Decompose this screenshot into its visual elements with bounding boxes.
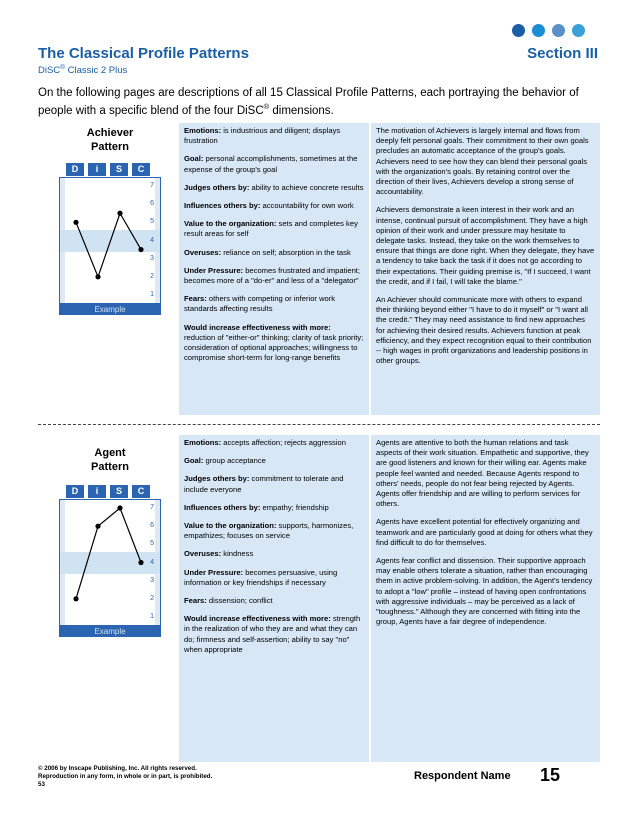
dot-1 [512, 24, 525, 37]
pattern-word: Pattern [91, 141, 129, 153]
intro-text-b: dimensions. [269, 104, 334, 117]
judges-label: Judges others by: [184, 474, 250, 484]
value-item [184, 219, 364, 239]
value-label: Value to the organization: [184, 219, 277, 229]
emotions-text: is industrious and diligent; displays frustration [184, 126, 341, 146]
graph-line-chart [60, 500, 160, 625]
fears-label: Fears: [184, 294, 207, 304]
goal-label: Goal: [184, 456, 204, 466]
emotions-label: Emotions: [184, 438, 222, 447]
graph-plot-area [59, 499, 161, 626]
overuses-text: reliance on self; absorption in the task [221, 247, 351, 257]
document-code: 53 [38, 781, 45, 788]
emotions-item [184, 438, 364, 448]
goal-text: group acceptance [203, 456, 266, 466]
graph-tick-label: 5 [150, 218, 154, 226]
page-number: 15 [540, 765, 561, 785]
copyright-text: © 2006 by Inscape Publishing, Inc. All rights reserved. [38, 765, 197, 772]
graph-label-d: D [66, 485, 84, 498]
effectiveness-item [184, 323, 364, 364]
graph-tick-label: 4 [150, 236, 154, 244]
graph-label-d: D [66, 163, 84, 176]
description-paragraph: The motivation of Achievers is largely internal and flows from deeply felt personal goals. Their commitment to their own goals precludes an automatic acceptance of the group's goals. Achievers need to see how they can blend their personal goals with the organization's goals. By retaining control over the direction of their lives, Achievers develop a strong sense of accountability. [376, 126, 589, 197]
graph-tick-label: 2 [150, 272, 154, 280]
influences-item [184, 201, 364, 211]
graph-profile-line [76, 508, 141, 599]
achiever-description-column [371, 123, 600, 415]
graph-tick-label: 7 [150, 504, 154, 511]
goal-text: personal accomplishments, sometimes at the expense of the group's goal [184, 154, 358, 174]
value-text: supports, harmonizes, empathizes; focuses on service [184, 521, 354, 541]
graph-label-i: i [88, 163, 106, 176]
graph-footer-example: Example [59, 304, 161, 315]
description-paragraph: Agents have excellent potential for effectively organizing and teamwork and are particularly good at doing for others what they find difficult to do for themselves. [376, 517, 593, 547]
description-paragraph: An Achiever should communicate more with others to expand their thinking beyond either "I have to do it myself" or "I want all the credit." They may need assistance to find new approaches for achieving their desired results. Achievers function at peak efficiency, and they expect recognition equal to their contribution -- high wages in profit organizations and leadership positions in other groups. [376, 295, 592, 366]
subtitle-prefix: DiSC [38, 65, 61, 77]
influences-label: Influences others by: [184, 502, 261, 512]
pressure-text: becomes frustrated and impatient; becomes more of a "do-er" and less of a "delegator" [184, 265, 361, 286]
respondent-name: Respondent Name [414, 770, 511, 782]
graph-tick-label: 6 [150, 200, 154, 208]
subtitle-suffix: Classic 2 Plus [64, 65, 128, 77]
overuses-item [184, 248, 364, 258]
judges-item [184, 183, 364, 193]
graph-point [95, 274, 100, 279]
value-text: sets and completes key result areas for self [184, 219, 358, 239]
graph-profile-line [76, 213, 141, 277]
achiever-disc-graph [59, 163, 161, 315]
agent-description-column [371, 435, 600, 762]
graph-header [66, 163, 161, 176]
pressure-text: becomes persuasive, using information or key friendships if necessary [184, 567, 338, 587]
graph-label-i: i [88, 485, 106, 498]
judges-label: Judges others by: [184, 182, 250, 192]
graph-point [73, 220, 78, 225]
goal-item [184, 154, 364, 174]
pattern-divider [38, 424, 600, 425]
effectiveness-text: strength in the realization of who they are and what they can do; firmness and self-assertion; ability to say "no" when appropriate [184, 614, 361, 654]
dot-4 [572, 24, 585, 37]
graph-tick-label: 3 [150, 576, 154, 584]
fears-text: dissension; conflict [206, 596, 273, 606]
agent-disc-graph [59, 485, 161, 637]
page-title: The Classical Profile Patterns [38, 45, 249, 62]
overuses-text: kindness [221, 549, 254, 559]
influences-text: empathy; friendship [260, 502, 329, 512]
emotions-text: accepts affection; rejects aggression [221, 438, 346, 447]
judges-text: ability to achieve concrete results [249, 182, 364, 192]
achiever-pattern-title [60, 126, 160, 154]
pattern-name: Agent [94, 447, 126, 459]
description-paragraph: Achievers demonstrate a keen interest in their work and an intense, continual pursuit of accomplishment. They have a high opinion of their work and under pressure may hesitate to delegate tasks. Instead, they take on the work themselves to ensure that things are done right. When they delegate, they have a tendency to take back the task if it does not go according to their expectations. Their guiding premise is, "If I succeed, I want the credit, and if I fail, I will take the blame." [376, 205, 595, 286]
graph-tick-label: 7 [150, 182, 154, 189]
graph-tick-label: 5 [150, 540, 154, 548]
influences-label: Influences others by: [184, 201, 261, 211]
graph-tick-label: 6 [150, 522, 154, 530]
graph-point [117, 211, 122, 216]
graph-plot-area [59, 177, 161, 304]
emotions-label: Emotions: [184, 126, 222, 135]
intro-registered-mark: ® [263, 102, 270, 111]
intro-text-a: On the following pages are descriptions of all 15 Classical Profile Patterns, each portraying the behavior of people with a specific blend of the four DiSC [38, 87, 579, 117]
overuses-label: Overuses: [184, 549, 222, 559]
pressure-item [184, 568, 364, 588]
graph-tick-label: 4 [150, 558, 154, 566]
graph-label-c: C [132, 163, 150, 176]
graph-point [73, 596, 78, 601]
judges-text: commitment to tolerate and include everyone [184, 474, 344, 494]
graph-point [138, 560, 143, 565]
fears-label: Fears: [184, 596, 207, 606]
influences-text: accountability for own work [260, 201, 354, 211]
graph-tick-label: 1 [150, 291, 154, 298]
product-subtitle [38, 64, 127, 76]
overuses-label: Overuses: [184, 247, 222, 257]
graph-footer-example: Example [59, 626, 161, 637]
graph-label-s: S [110, 163, 128, 176]
influences-item [184, 503, 364, 513]
value-item [184, 521, 364, 541]
emotions-item [184, 126, 364, 146]
pattern-word: Pattern [91, 461, 129, 473]
graph-tick-label: 3 [150, 254, 154, 262]
description-paragraph: Agents fear conflict and dissension. Their supportive approach may enable others tolerate a situation, rather than encouraging them in active problem-solving. In addition, the Agent's tendency to adopt a "low" profile – instead of having open confrontations with aggressive individuals – may be perceived as a lack of "toughness." Although they are concerned with fitting into the group, Agents have a fair degree of independence. [376, 556, 593, 627]
effectiveness-text: reduction of "either-or" thinking; clarity of task priority; consideration of optional approaches; willingness to compromise short-term for long-range benefits [184, 332, 364, 363]
goal-label: Goal: [184, 154, 204, 164]
dot-3 [552, 24, 565, 37]
overuses-item [184, 549, 364, 559]
decorative-dots [512, 24, 585, 37]
dot-2 [532, 24, 545, 37]
pressure-label: Under Pressure: [184, 265, 244, 275]
agent-pattern-title [60, 446, 160, 474]
description-paragraph: Agents are attentive to both the human relations and task aspects of their work situation. Empathetic and supportive, they are good listeners and known for their willing ear. Agents make people feel wanted and needed. Because Agents respond to others' needs, people do not fear being rejected by Agents. Agents offer friendship and are willing to perform services for others. [376, 438, 589, 509]
pressure-label: Under Pressure: [184, 567, 244, 577]
reproduction-text: Reproduction in any form, in whole or in part, is prohibited. [38, 773, 213, 780]
fears-item [184, 294, 364, 314]
judges-item [184, 474, 364, 494]
footer-legal [38, 765, 212, 789]
subtitle-registered-mark: ® [60, 64, 65, 71]
section-label: Section III [527, 45, 598, 62]
graph-header [66, 485, 161, 498]
graph-point [138, 247, 143, 252]
graph-label-s: S [110, 485, 128, 498]
effectiveness-item [184, 614, 364, 655]
graph-point [95, 524, 100, 529]
effectiveness-label: Would increase effectiveness with more: [184, 614, 331, 624]
goal-item [184, 456, 364, 466]
graph-tick-label: 1 [150, 613, 154, 620]
achiever-traits-column [179, 123, 369, 415]
effectiveness-label: Would increase effectiveness with more: [184, 322, 331, 332]
fears-text: others with competing or inferior work standards affecting results [184, 294, 336, 314]
graph-point [117, 505, 122, 510]
pressure-item [184, 266, 364, 286]
intro-paragraph [38, 86, 598, 118]
graph-tick-label: 2 [150, 594, 154, 602]
graph-label-c: C [132, 485, 150, 498]
pattern-name: Achiever [86, 127, 134, 139]
agent-traits-column [179, 435, 369, 762]
graph-line-chart [60, 178, 160, 303]
value-label: Value to the organization: [184, 521, 277, 531]
fears-item [184, 596, 364, 606]
